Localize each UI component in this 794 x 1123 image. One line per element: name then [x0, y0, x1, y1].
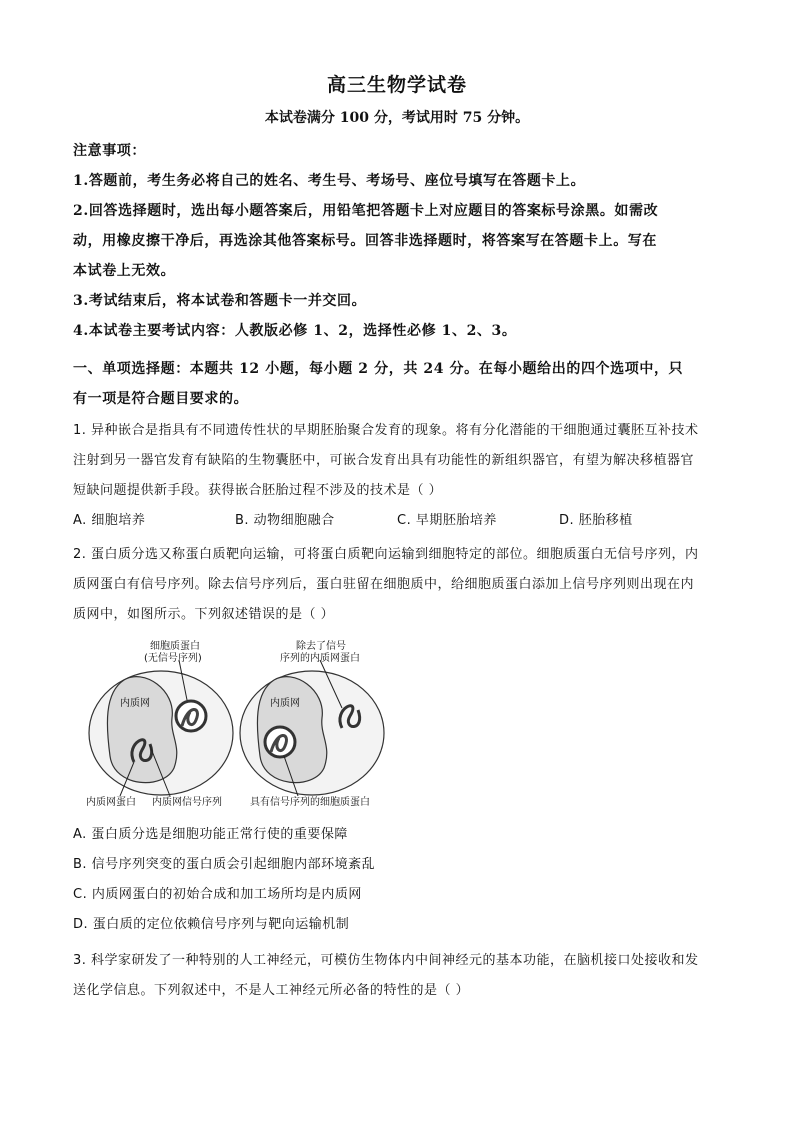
question-line: 送化学信息。下列叙述中，不是人工神经元所必备的特性的是（ ）: [73, 983, 470, 998]
question-2-options: [73, 820, 723, 940]
left-top-label-1: 细胞质蛋白: [150, 641, 200, 652]
question-line: 短缺问题提供新手段。获得嵌合胚胎过程不涉及的技术是（ ）: [73, 483, 443, 498]
question-line: 1. 异种嵌合是指具有不同遗传性状的早期胚胎聚合发育的现象。将有分化潜能的干细胞通过囊胚互补技术: [73, 423, 699, 438]
section-heading: [73, 354, 723, 414]
notes-item: 动，用橡皮擦干净后，再选涂其他答案标号。回答非选择题时，将答案写在答题卡上。写在: [73, 233, 657, 249]
right-er-label: 内质网: [270, 698, 300, 709]
section-line: 有一项是符合题目要求的。: [73, 391, 249, 407]
notes-section: [73, 136, 723, 346]
option-c: C. 早期胚胎培养: [397, 513, 497, 528]
option-d: D. 蛋白质的定位依赖信号序列与靶向运输机制: [73, 917, 350, 932]
section-line: 一、单项选择题：本题共 12 小题，每小题 2 分，共 24 分。在每小题给出的四个选项中，只: [73, 361, 684, 377]
page-subtitle: 本试卷满分 100 分，考试用时 75 分钟。: [264, 110, 530, 126]
right-cell-diagram: [240, 639, 384, 808]
question-line: 注射到另一器官发育有缺陷的生物囊胚中，可嵌合发育出具有功能性的新组织器官，有望为解决移植器官: [73, 453, 695, 468]
question-1-options: [73, 506, 723, 536]
right-er-signal-protein: [265, 727, 295, 757]
question-line: 3. 科学家研发了一种特别的人工神经元，可模仿生物体内中间神经元的基本功能，在脑机接口处接收和发: [73, 953, 699, 968]
page-title: 高三生物学试卷: [326, 74, 467, 96]
notes-item: 2.回答选择题时，选出每小题答案后，用铅笔把答题卡上对应题目的答案标号涂黑。如需改: [73, 203, 659, 219]
question-line: 质网中，如图所示。下列叙述错误的是（ ）: [73, 607, 335, 622]
left-bottom-label-2: 内质网信号序列: [152, 797, 222, 808]
left-bottom-label-1: 内质网蛋白: [86, 797, 136, 808]
option-a: A. 细胞培养: [73, 513, 146, 528]
option-b: B. 动物细胞融合: [235, 513, 335, 528]
notes-item: 本试卷上无效。: [73, 263, 176, 279]
notes-item: 4.本试卷主要考试内容：人教版必修 1、2，选择性必修 1、2、3。: [73, 323, 517, 339]
right-bottom-label: 具有信号序列的细胞质蛋白: [250, 797, 370, 808]
left-er-label: 内质网: [120, 698, 150, 709]
question-2: [73, 540, 723, 630]
question-line: 质网蛋白有信号序列。除去信号序列后，蛋白驻留在细胞质中，给细胞质蛋白添加上信号序列则出现在内: [73, 577, 695, 592]
option-b: B. 信号序列突变的蛋白质会引起细胞内部环境紊乱: [73, 857, 376, 872]
left-top-label-2: (无信号序列): [144, 653, 202, 664]
question-line: 2. 蛋白质分选又称蛋白质靶向运输，可将蛋白质靶向运输到细胞特定的部位。细胞质蛋白无信号序列，内: [73, 547, 699, 562]
right-top-label-1: 除去了信号: [296, 641, 346, 652]
option-a: A. 蛋白质分选是细胞功能正常行使的重要保障: [73, 827, 348, 842]
notes-heading: 注意事项：: [73, 143, 146, 159]
question-3: [73, 946, 723, 1006]
option-d: D. 胚胎移植: [559, 513, 633, 528]
option-c: C. 内质网蛋白的初始合成和加工场所均是内质网: [73, 887, 362, 902]
protein-sorting-figure: [84, 638, 394, 813]
question-1: [73, 416, 723, 536]
left-cytoplasm-protein: [176, 701, 206, 731]
left-cell-diagram: [86, 639, 233, 808]
notes-item: 3.考试结束后，将本试卷和答题卡一并交回。: [73, 293, 367, 309]
notes-item: 1.答题前，考生务必将自己的姓名、考生号、考场号、座位号填写在答题卡上。: [73, 173, 586, 189]
right-top-label-2: 序列的内质网蛋白: [280, 653, 360, 664]
